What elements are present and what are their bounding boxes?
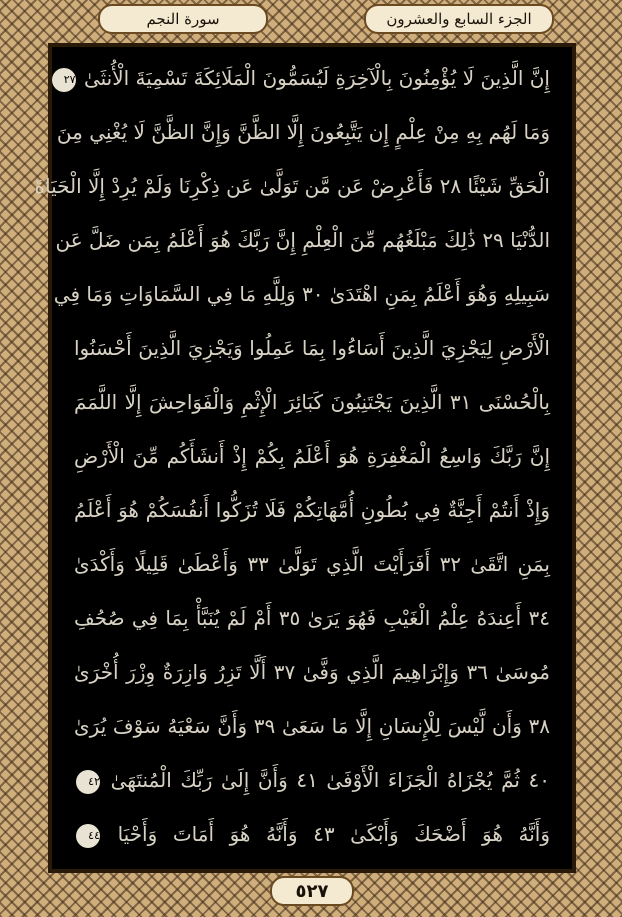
- line-text: وَأَنَّهُ هُوَ أَضْحَكَ وَأَبْكَىٰ ٤٣ وَأَنَّهُ هُوَ أَمَاتَ وَأَحْيَا: [117, 822, 550, 846]
- line-text: الْأَرْضِ لِيَجْزِيَ الَّذِينَ أَسَاءُوا بِمَا عَمِلُوا وَيَجْزِيَ الَّذِينَ أَحْسَنُوا: [74, 336, 550, 360]
- line-text: ٣٨ وَأَن لَّيْسَ لِلْإِنسَانِ إِلَّا مَا سَعَىٰ ٣٩ وَأَنَّ سَعْيَهُ سَوْفَ يُرَىٰ: [74, 714, 550, 738]
- text-line-15: [74, 814, 550, 854]
- text-line-11: [74, 598, 550, 638]
- line-text: وَمَا لَهُم بِهِ مِنْ عِلْمٍ إِن يَتَّبِعُونَ إِلَّا الظَّنَّ وَإِنَّ الظَّنَّ لَا يُغْنِي مِنَ: [56, 120, 550, 144]
- line-text: وَإِذْ أَنتُمْ أَجِنَّةٌ فِي بُطُونِ أُمَّهَاتِكُمْ فَلَا تُزَكُّوا أَنفُسَكُمْ هُوَ أَعْلَمُ: [74, 498, 550, 522]
- quran-page: [34, 52, 568, 864]
- text-line-6: [74, 328, 550, 368]
- text-line-14: [74, 760, 550, 800]
- juz-header: الجزء السابع والعشرون: [364, 4, 554, 34]
- line-text: سَبِيلِهِ وَهُوَ أَعْلَمُ بِمَنِ اهْتَدَىٰ ٣٠ وَلِلَّهِ مَا فِي السَّمَاوَاتِ وَمَا فِي: [53, 282, 550, 306]
- ayah-marker: ٤٤: [76, 824, 100, 848]
- text-line-3: [34, 166, 550, 206]
- text-line-5: [53, 274, 550, 314]
- line-text: الْحَقِّ شَيْئًا ٢٨ فَأَعْرِضْ عَن مَّن تَوَلَّىٰ عَن ذِكْرِنَا وَلَمْ يُرِدْ إِلَّا الْحَيَاةَ: [34, 174, 550, 198]
- text-line-13: [74, 706, 550, 746]
- line-text: ٣٤ أَعِندَهُ عِلْمُ الْغَيْبِ فَهُوَ يَرَىٰ ٣٥ أَمْ لَمْ يُنَبَّأْ بِمَا فِي صُحُفِ: [74, 606, 550, 630]
- line-text: إِنَّ رَبَّكَ وَاسِعُ الْمَغْفِرَةِ هُوَ أَعْلَمُ بِكُمْ إِذْ أَنشَأَكُم مِّنَ الْأَرْضِ: [74, 444, 550, 468]
- line-text: بِمَنِ اتَّقَىٰ ٣٢ أَفَرَأَيْتَ الَّذِي تَوَلَّىٰ ٣٣ وَأَعْطَىٰ قَلِيلًا وَأَكْدَىٰ: [74, 552, 551, 576]
- line-text: الدُّنْيَا ٢٩ ذَٰلِكَ مَبْلَغُهُم مِّنَ الْعِلْمِ إِنَّ رَبَّكَ هُوَ أَعْلَمُ بِمَن ضَلَّ عَن: [55, 228, 550, 252]
- text-line-12: [74, 652, 550, 692]
- text-line-2: [56, 112, 550, 152]
- text-line-7: [74, 382, 550, 422]
- line-text: بِالْحُسْنَى ٣١ الَّذِينَ يَجْتَنِبُونَ كَبَائِرَ الْإِثْمِ وَالْفَوَاحِشَ إِلَّا اللَّمَمَ: [74, 390, 550, 414]
- line-text: مُوسَىٰ ٣٦ وَإِبْرَاهِيمَ الَّذِي وَفَّىٰ ٣٧ أَلَّا تَزِرُ وَازِرَةٌ وِزْرَ أُخْرَىٰ: [74, 660, 550, 684]
- text-line-4: [55, 220, 550, 260]
- line-text: ٤٠ ثُمَّ يُجْزَاهُ الْجَزَاءَ الْأَوْفَىٰ ٤١ وَأَنَّ إِلَىٰ رَبِّكَ الْمُنتَهَىٰ: [110, 768, 551, 792]
- ayah-marker: ٢٧: [52, 68, 76, 92]
- text-line-9: [74, 490, 550, 530]
- text-line-10: [74, 544, 550, 584]
- line-text: إِنَّ الَّذِينَ لَا يُؤْمِنُونَ بِالْآخِرَةِ لَيُسَمُّونَ الْمَلَائِكَةَ تَسْمِيَةَ الْأُنثَىٰ: [83, 66, 550, 90]
- page-number: ٥٢٧: [270, 876, 354, 906]
- ayah-marker: ٤٢: [76, 770, 100, 794]
- text-line-1: [63, 58, 550, 98]
- surah-header: سورة النجم: [98, 4, 268, 34]
- text-line-8: [74, 436, 550, 476]
